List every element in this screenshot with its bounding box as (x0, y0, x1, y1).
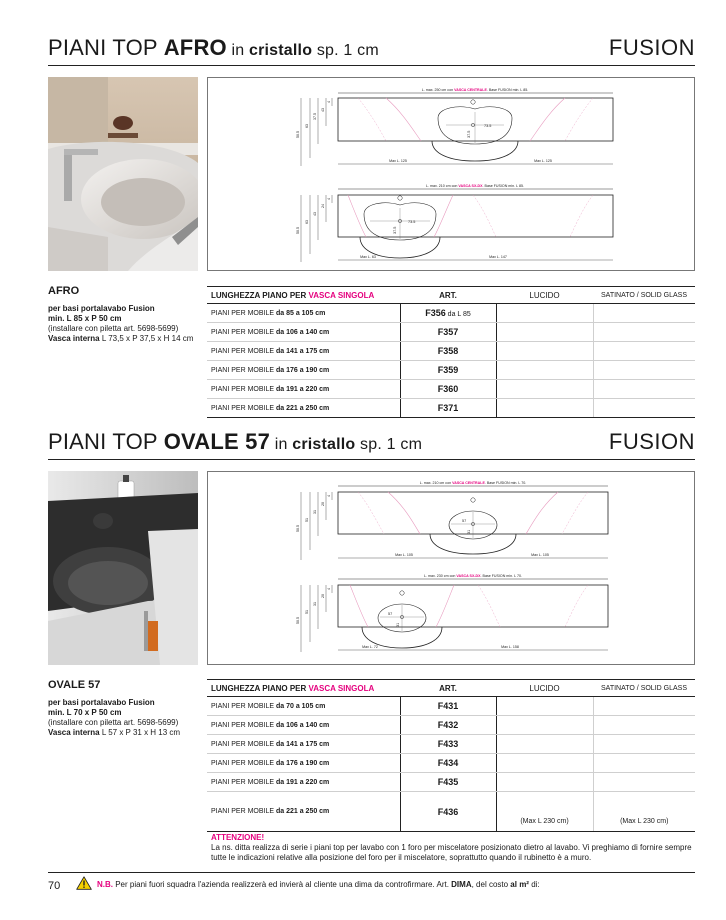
svg-text:L. max. 250 cm con VASCA CENTR: L. max. 250 cm con VASCA CENTRALE. Base FUSION min. L 85. (421, 88, 529, 92)
section-ovale-57 (48, 430, 695, 830)
price-table (207, 286, 695, 418)
technical-drawing (207, 77, 695, 271)
svg-text:31: 31 (467, 529, 471, 534)
section-header (48, 36, 695, 66)
section-afro (48, 36, 695, 416)
table-row: PIANI PER MOBILE da 70 a 105 cm F431 (207, 697, 695, 716)
drawing-centered-basin (296, 88, 613, 166)
svg-text:4: 4 (327, 588, 331, 590)
svg-text:31: 31 (313, 602, 317, 606)
svg-text:Max L. 105: Max L. 105 (531, 553, 549, 557)
brand-label: FUSION (608, 429, 695, 454)
col-lucido-header: LUCIDO (496, 680, 593, 697)
col-lucido-header: LUCIDO (496, 287, 593, 304)
col-art-header: ART. (400, 287, 496, 304)
svg-text:37.5: 37.5 (393, 226, 397, 234)
svg-text:37.5: 37.5 (313, 113, 317, 120)
table-row: PIANI PER MOBILE da 106 a 140 cm F432 (207, 716, 695, 735)
svg-text:4: 4 (327, 495, 331, 497)
col-satinato-header: SATINATO / SOLID GLASS (593, 287, 695, 304)
table-row: PIANI PER MOBILE da 176 a 190 cm F434 (207, 754, 695, 773)
col-satinato-header: SATINATO / SOLID GLASS (593, 680, 695, 697)
svg-text:43: 43 (313, 212, 317, 216)
svg-text:73.5: 73.5 (484, 124, 492, 128)
footer-note: N.B. Per piani fuori squadra l'azienda realizzerà ed invierà al cliente una dima da controfirmare. Art. DIMA, del costo al m² di: (97, 880, 540, 889)
table-header-row (207, 287, 695, 304)
svg-text:50.5: 50.5 (296, 227, 300, 234)
svg-text:L. max. 230 cm con VASCA SX-DX: L. max. 230 cm con VASCA SX-DX. Base FUSION min. L 70. (424, 574, 522, 578)
svg-text:20: 20 (321, 594, 325, 598)
svg-text:73.5: 73.5 (408, 220, 416, 224)
table-row: PIANI PER MOBILE da 106 a 140 cm F357 (207, 323, 695, 342)
svg-text:57: 57 (462, 519, 467, 523)
svg-text:Max L. 158: Max L. 158 (501, 645, 519, 649)
svg-text:24: 24 (321, 204, 325, 208)
drawing-side-basin (296, 184, 613, 262)
svg-text:20: 20 (321, 502, 325, 506)
product-name: AFRO (48, 285, 80, 297)
table-row: PIANI PER MOBILE da 141 a 175 cm F433 (207, 735, 695, 754)
svg-text:31: 31 (313, 510, 317, 514)
svg-text:Max L. 105: Max L. 105 (395, 553, 413, 557)
product-description: per basi portalavabo Fusion min. L 70 x P 50 cm (installare con piletta art. 5698-5699) Vasca interna L 57 x P 31 x H 13 cm (48, 698, 181, 737)
svg-text:50.5: 50.5 (296, 131, 300, 138)
section-header (48, 430, 695, 460)
section-title: PIANI TOP OVALE 57 in cristallo sp. 1 cm (48, 429, 423, 454)
product-description: per basi portalavabo Fusion min. L 85 x P 50 cm (installare con piletta art. 5698-5699) Vasca interna L 73,5 x P 37,5 x H 14 cm (48, 304, 194, 343)
svg-text:Max L. 72: Max L. 72 (362, 645, 378, 649)
table-row: PIANI PER MOBILE da 141 a 175 cm F358 (207, 342, 695, 361)
attention-text: La ns. ditta realizza di serie i piani top per lavabo con 1 foro per miscelatore posizionato dietro al lavabo. Vi preghiamo di fornire sempre tutte le indicazioni relative alla posizione del foro per il miscelatore, soprattutto quando il rubinetto è a muro. (211, 843, 692, 862)
col-length-header: LUNGHEZZA PIANO PER VASCA SINGOLA (207, 287, 400, 304)
product-photo (48, 471, 198, 665)
section-title: PIANI TOP AFRO in cristallo sp. 1 cm (48, 35, 379, 60)
svg-text:4: 4 (327, 101, 331, 103)
brand-label: FUSION (608, 35, 695, 60)
svg-text:51: 51 (305, 610, 309, 614)
col-art-header: ART. (400, 680, 496, 697)
table-row: PIANI PER MOBILE da 85 a 105 cm F356 da L 85 (207, 304, 695, 323)
product-photo (48, 77, 198, 271)
table-row: PIANI PER MOBILE da 191 a 220 cm F360 (207, 380, 695, 399)
drawing-centered-basin (296, 481, 608, 560)
col-length-header: LUNGHEZZA PIANO PER VASCA SINGOLA (207, 680, 400, 697)
svg-text:Max L. 125: Max L. 125 (389, 159, 407, 163)
svg-text:57: 57 (388, 612, 393, 616)
table-header-row (207, 680, 695, 697)
price-table (207, 679, 695, 832)
svg-text:L. max. 210 cm con VASCA CENTR: L. max. 210 cm con VASCA CENTRALE. Base FUSION min. L 70. (419, 481, 527, 485)
attention-note (211, 833, 701, 863)
svg-text:63: 63 (305, 124, 309, 128)
footer-divider (48, 872, 695, 873)
page-number: 70 (48, 880, 61, 892)
svg-text:Max L. 63: Max L. 63 (360, 255, 376, 259)
svg-text:43: 43 (321, 108, 325, 112)
svg-text:Max L. 147: Max L. 147 (489, 255, 507, 259)
svg-text:50.5: 50.5 (296, 525, 300, 532)
svg-text:Max L. 125: Max L. 125 (534, 159, 552, 163)
table-row: PIANI PER MOBILE da 221 a 250 cm F436 (Max L 230 cm) (Max L 230 cm) (207, 792, 695, 832)
svg-text:31: 31 (396, 622, 400, 627)
svg-text:51: 51 (305, 518, 309, 522)
product-name: OVALE 57 (48, 679, 101, 691)
attention-title: ATTENZIONE! (211, 833, 265, 842)
svg-text:37.5: 37.5 (467, 130, 471, 138)
warning-icon (76, 876, 92, 895)
drawing-side-basin (296, 574, 608, 652)
technical-drawing (207, 471, 695, 665)
svg-text:L. max. 210 cm con VASCA SX-DX: L. max. 210 cm con VASCA SX-DX. Base FUSION min. L 85. (426, 184, 524, 188)
svg-text:50.5: 50.5 (296, 617, 300, 624)
table-row: PIANI PER MOBILE da 176 a 190 cm F359 (207, 361, 695, 380)
table-row: PIANI PER MOBILE da 191 a 220 cm F435 (207, 773, 695, 792)
svg-text:63: 63 (305, 220, 309, 224)
table-row: PIANI PER MOBILE da 221 a 250 cm F371 (207, 399, 695, 418)
svg-text:4: 4 (327, 198, 331, 200)
